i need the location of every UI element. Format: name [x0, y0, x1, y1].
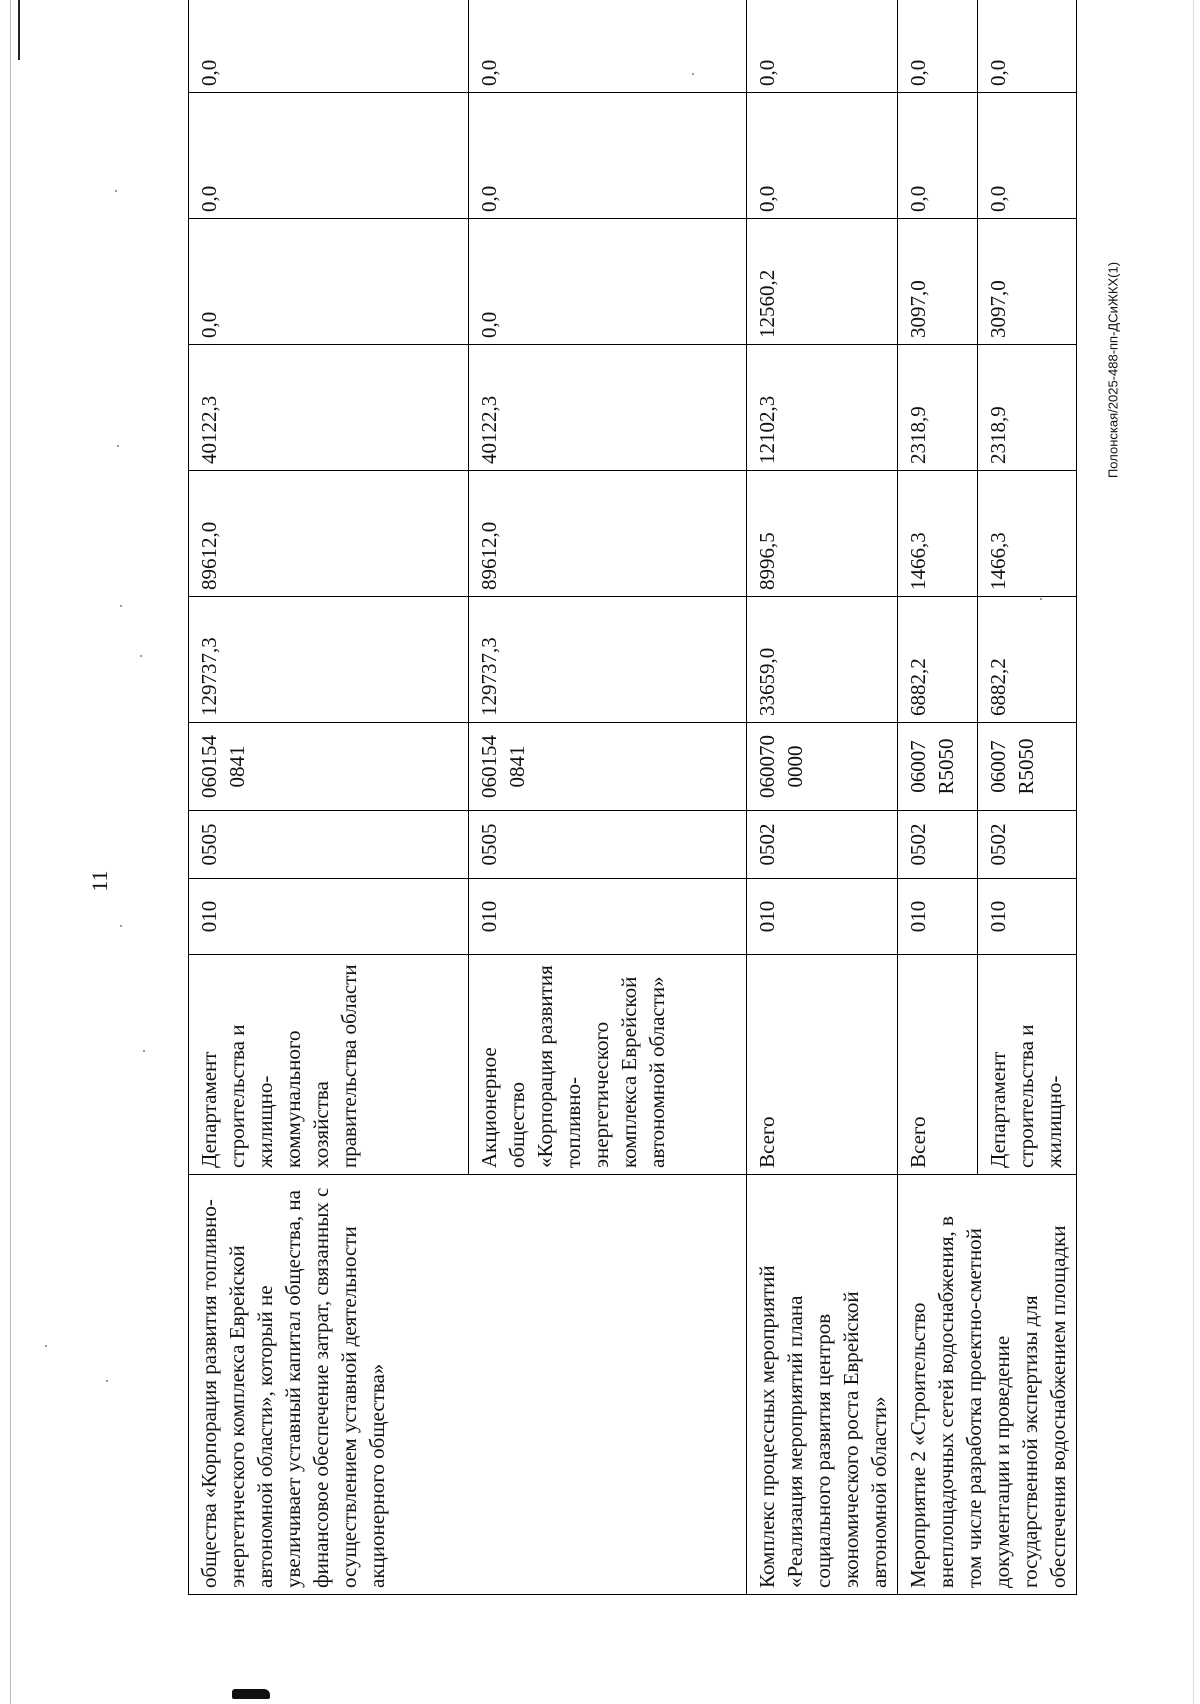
scan-dot: [120, 605, 122, 607]
value-cell: 0,0: [189, 0, 469, 93]
section-cell: 0502: [977, 811, 1076, 879]
value-cell: 129737,3: [189, 597, 469, 723]
value-cell: 1466,3: [977, 471, 1076, 597]
page-edge-right: [1193, 0, 1194, 1704]
executor-cell: Всего: [898, 955, 978, 1175]
executor-cell: Всего: [747, 955, 898, 1175]
scan-dot: [106, 1380, 108, 1382]
page-number: 11: [87, 870, 112, 892]
value-cell: 0,0: [898, 93, 978, 219]
executor-cell: Акционерное общество «Корпорация развития топливно-энергетического комплекса Еврейской автономной области»: [469, 955, 747, 1175]
csr-cell: 060154 0841: [189, 723, 469, 811]
csr-cell: 060070 0000: [747, 723, 898, 811]
page-edge-left: [10, 0, 11, 1704]
value-cell: 3097,0: [898, 219, 978, 345]
scan-dot: [45, 1345, 47, 1347]
value-cell: 2318,9: [898, 345, 978, 471]
value-cell: 2318,9: [977, 345, 1076, 471]
section-cell: 0505: [469, 811, 747, 879]
value-cell: 0,0: [189, 93, 469, 219]
value-cell: 89612,0: [469, 471, 747, 597]
code-cell: 010: [469, 879, 747, 955]
value-cell: 6882,2: [977, 597, 1076, 723]
table-row: [189, 0, 469, 1595]
footer-reference: [1102, 250, 1124, 490]
value-cell: 40122,3: [469, 345, 747, 471]
scan-dot: [120, 925, 122, 927]
value-cell: 0,0: [747, 0, 898, 93]
event-name-cell: Комплекс процессных мероприятий «Реализация мероприятий плана социального развития центров экономического роста Еврейской автономной области»: [747, 1175, 898, 1595]
value-cell: 12560,2: [747, 219, 898, 345]
scan-mark: [232, 1689, 270, 1699]
value-cell: 12102,3: [747, 345, 898, 471]
section-cell: 0502: [747, 811, 898, 879]
code-cell: 010: [189, 879, 469, 955]
value-cell: 0,0: [189, 219, 469, 345]
executor-cell: Департамент строительства и жилищно-: [977, 955, 1076, 1175]
value-cell: 129737,3: [469, 597, 747, 723]
value-cell: 0,0: [977, 93, 1076, 219]
page-edge-mark: [18, 0, 20, 60]
code-cell: 010: [898, 879, 978, 955]
scan-dot: [140, 655, 142, 657]
csr-cell: 06007 R5050: [977, 723, 1076, 811]
budget-table-rotated: [188, 59, 1070, 1595]
event-name-cell: общества «Корпорация развития топливно-энергетического комплекса Еврейской автономной области», который не увеличивает уставный капитал общества, на финансовое обеспечение затрат, связанных с осуществлением уставной деятельности акционерного общества»: [189, 1175, 747, 1595]
code-cell: 010: [977, 879, 1076, 955]
value-cell: 6882,2: [898, 597, 978, 723]
value-cell: 40122,3: [189, 345, 469, 471]
value-cell: 89612,0: [189, 471, 469, 597]
value-cell: 0,0: [747, 93, 898, 219]
value-cell: 33659,0: [747, 597, 898, 723]
executor-cell: Департамент строительства и жилищно-коммунального хозяйства правительства области: [189, 955, 469, 1175]
scan-dot: [115, 190, 117, 192]
section-cell: 0502: [898, 811, 978, 879]
table-row: [747, 0, 898, 1595]
csr-cell: 060154 0841: [469, 723, 747, 811]
value-cell: 0,0: [977, 0, 1076, 93]
scan-dot: [143, 1050, 145, 1052]
value-cell: 0,0: [469, 0, 747, 93]
section-cell: 0505: [189, 811, 469, 879]
event-name-cell: Мероприятие 2 «Строительство внеплощадочных сетей водоснабжения, в том числе разработка проектно-сметной документации и проведение государственной экспертизы для обеспечения водоснабжением площадки: [898, 1175, 1077, 1595]
budget-table: [188, 0, 1077, 1595]
footer-reference-text: Полонская/2025-488-пп-ДСиЖКХ(1): [1105, 261, 1121, 479]
scan-dot: [117, 445, 119, 447]
value-cell: 1466,3: [898, 471, 978, 597]
value-cell: 0,0: [898, 0, 978, 93]
value-cell: 8996,5: [747, 471, 898, 597]
csr-cell: 06007 R5050: [898, 723, 978, 811]
code-cell: 010: [747, 879, 898, 955]
value-cell: 3097,0: [977, 219, 1076, 345]
table-row: [898, 0, 978, 1595]
value-cell: 0,0: [469, 93, 747, 219]
value-cell: 0,0: [469, 219, 747, 345]
